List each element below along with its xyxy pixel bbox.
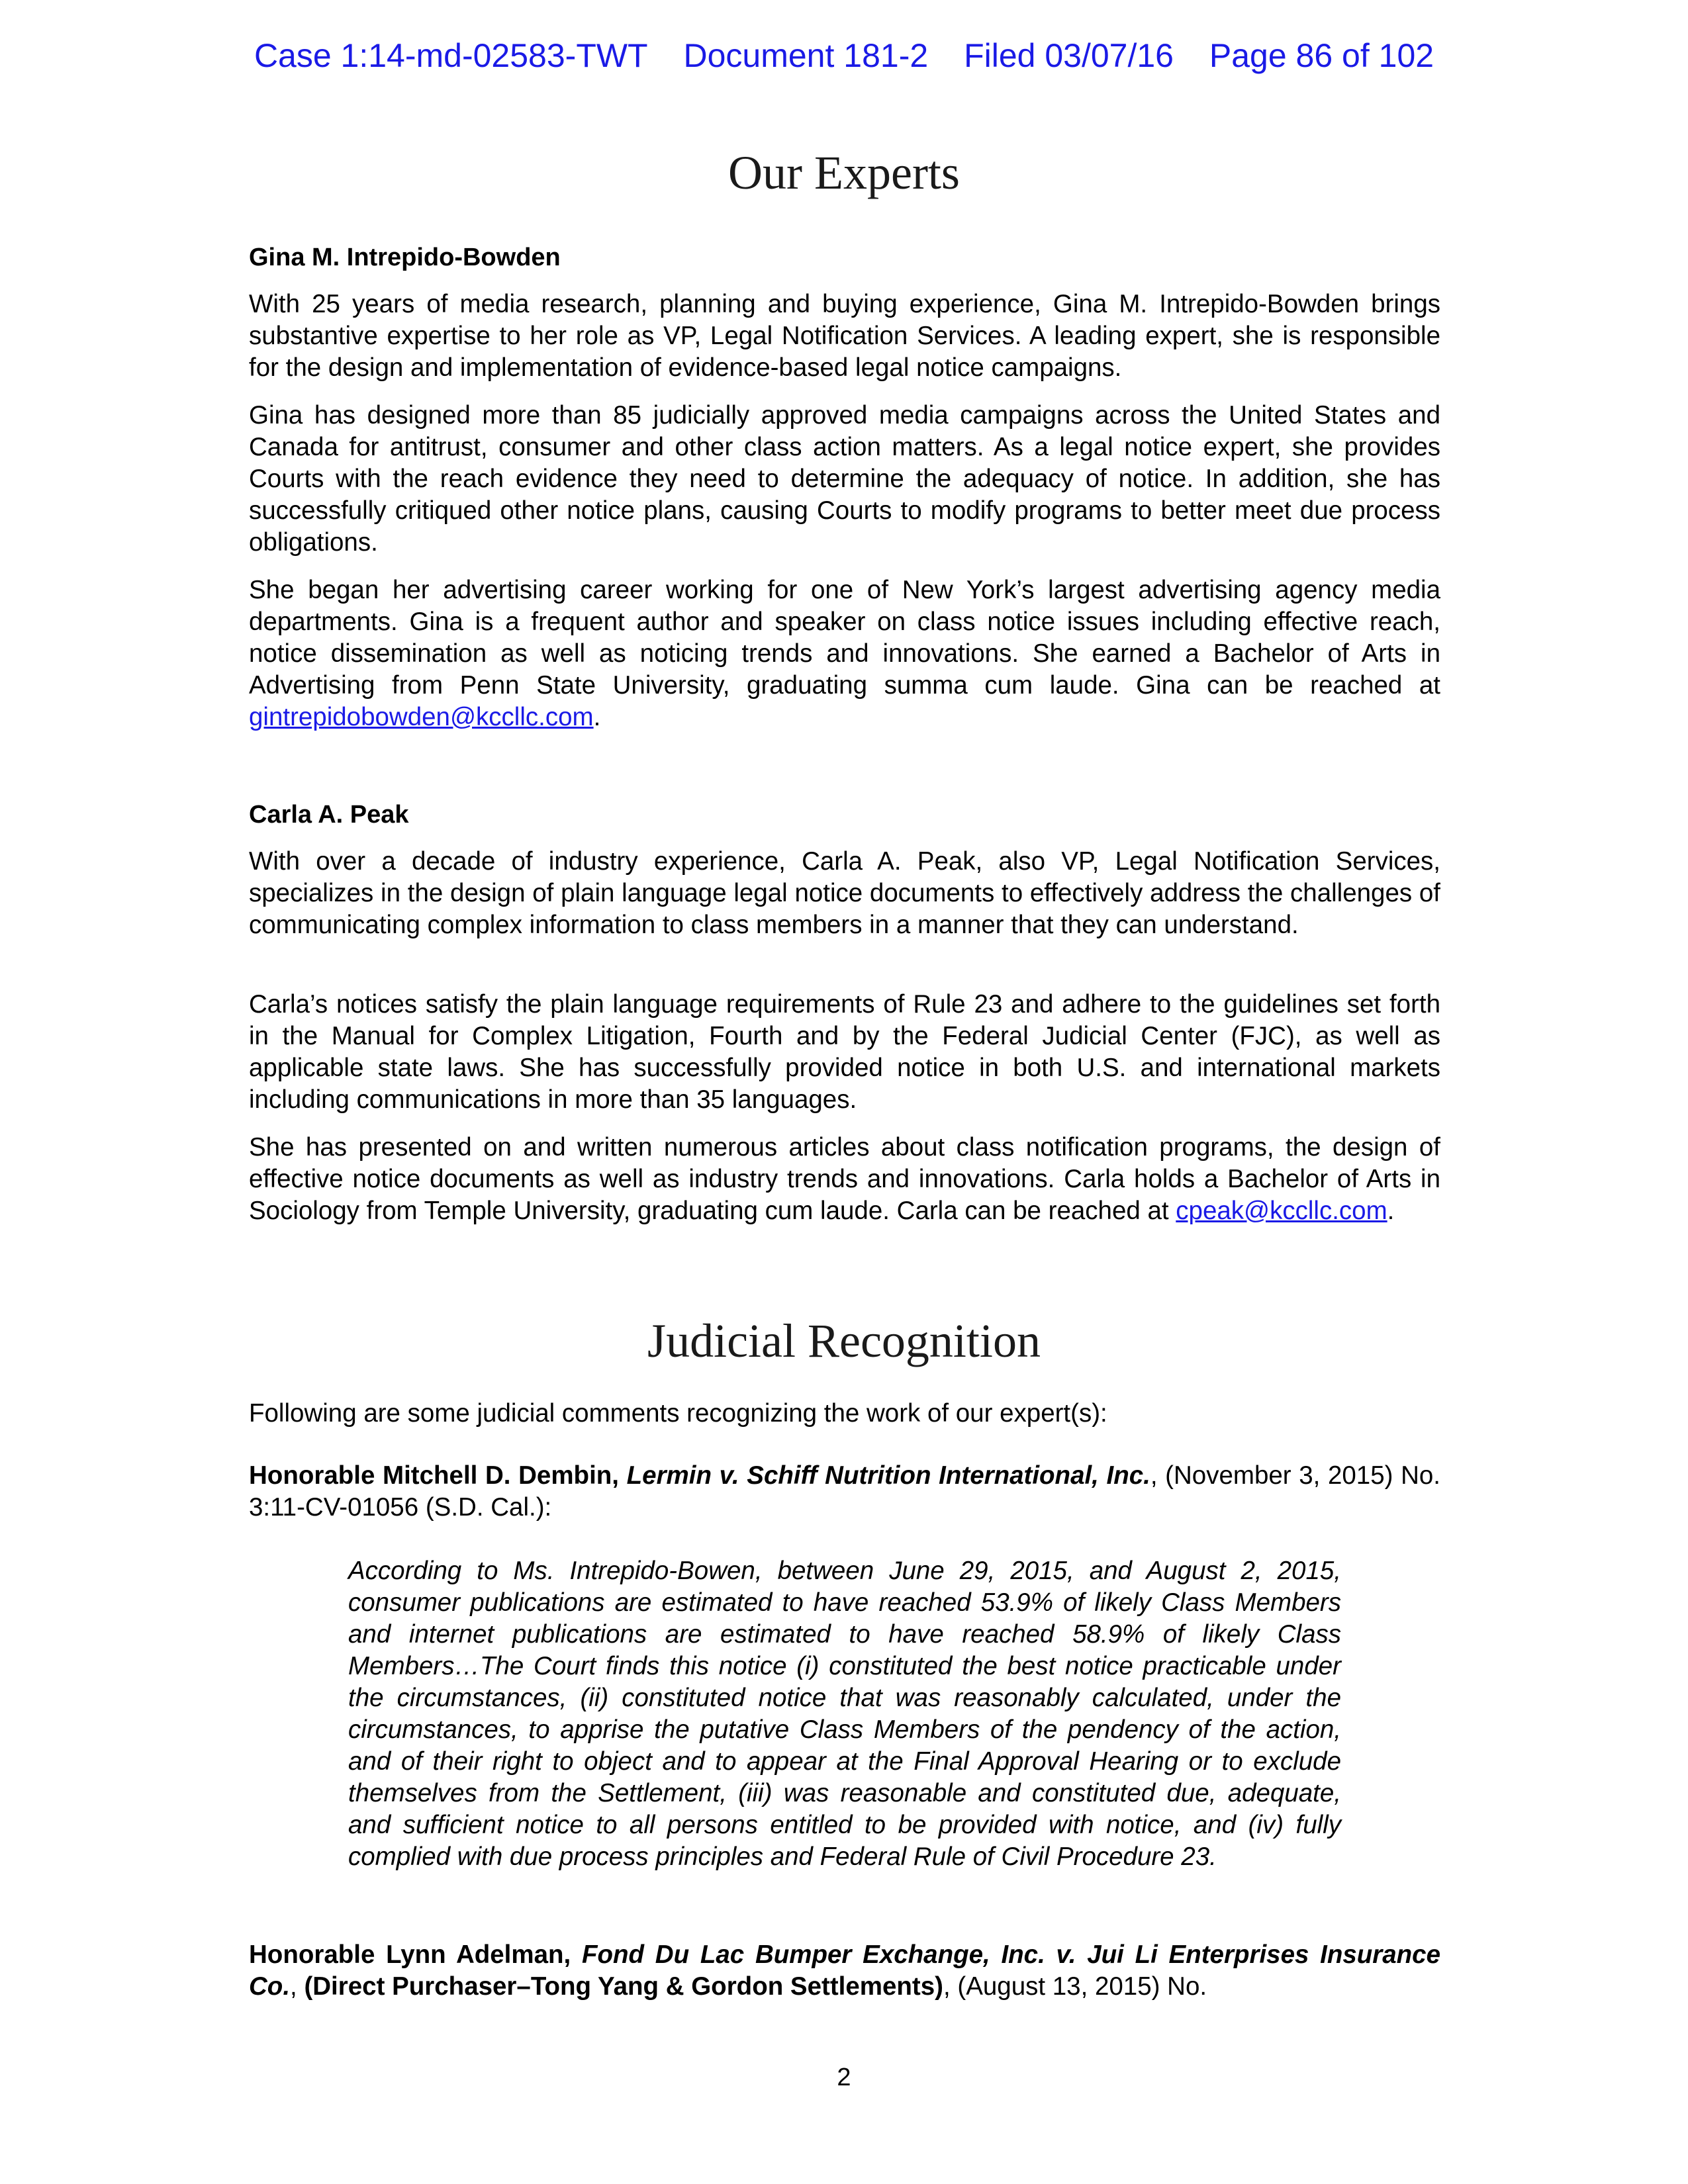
judicial-recognition-heading: Judicial Recognition <box>647 1314 1041 1367</box>
carla-email-link[interactable]: cpeak@kccllc.com <box>1176 1197 1387 1225</box>
recognition-intro: Following are some judicial comments recognizing the work of our expert(s): <box>249 1399 1107 1428</box>
case-2-citation <box>249 1939 1440 2003</box>
case-2-settlement: (Direct Purchaser–Tong Yang & Gordon Settlements) <box>304 1972 943 2001</box>
gina-paragraph-3-end: . <box>593 703 601 731</box>
case-1-name: Lermin v. Schiff Nutrition International, Inc. <box>626 1461 1150 1490</box>
expert-name-gina: Gina M. Intrepido-Bowden <box>249 244 561 271</box>
case-2-sep: , <box>290 1972 305 2001</box>
page-number: 2 <box>837 2064 851 2091</box>
document-number: Document 181-2 <box>683 37 929 74</box>
carla-paragraph-3 <box>249 1132 1440 1227</box>
expert-name-carla: Carla A. Peak <box>249 801 409 829</box>
case-1-citation <box>249 1460 1440 1524</box>
case-2-name: Fond Du Lac Bumper Exchange, Inc. v. Jui Li Enterprises Insurance Co. <box>249 1940 1441 2001</box>
case-header <box>0 36 1688 75</box>
case-1-quote: According to Ms. Intrepido-Bowen, between June 29, 2015, and August 2, 2015, consumer publications are estimated to have reached 53.9% of likely Class Members and internet publications are estimated to have reached 58.9% of likely Class Members…The Court finds this notice (i) constituted the best notice practicable under the circumstances, (ii) constituted notice that was reasonably calculated, under the circumstances, to apprise the putative Class Members of the pendency of the action, and of their right to object and to appear at the Final Approval Hearing or to exclude themselves from the Settlement, (iii) was reasonable and constituted due, adequate, and sufficient notice to all persons entitled to be provided with notice, and (iv) fully complied with due process principles and Federal Rule of Civil Procedure 23. <box>348 1557 1341 1871</box>
case-1-details: , (November 3, 2015) No. 3:11-CV-01056 (S.D. Cal.): <box>249 1461 1440 1522</box>
carla-paragraph-3-end: . <box>1387 1197 1395 1225</box>
page-indicator: Page 86 of 102 <box>1209 37 1434 74</box>
case-number: Case 1:14-md-02583-TWT <box>254 37 648 74</box>
filed-date: Filed 03/07/16 <box>964 37 1174 74</box>
gina-paragraph-3 <box>249 574 1440 733</box>
carla-paragraph-3-text: She has presented on and written numerous articles about class notification programs, the design of effective notice documents as well as industry trends and innovations. Carla holds a Bachelor of Arts in Sociology from Temple University, graduating cum laude. Carla can be reached at <box>249 1133 1440 1225</box>
case-2-judge: Honorable Lynn Adelman, <box>249 1940 571 1969</box>
gina-paragraph-1: With 25 years of media research, planning and buying experience, Gina M. Intrepido-Bowden brings substantive expertise to her role as VP, Legal Notification Services. A leading expert, she is responsible for the design and implementation of evidence-based legal notice campaigns. <box>249 290 1440 382</box>
carla-paragraph-2: Carla’s notices satisfy the plain language requirements of Rule 23 and adhere to the guidelines set forth in the Manual for Complex Litigation, Fourth and by the Federal Judicial Center (FJC), as well as applicable state laws. She has successfully provided notice in both U.S. and international markets including communications in more than 35 languages. <box>249 990 1440 1114</box>
gina-paragraph-2: Gina has designed more than 85 judicially approved media campaigns across the United States and Canada for antitrust, consumer and other class action matters. As a legal notice expert, she provides Courts with the reach evidence they need to determine the adequacy of notice. In addition, she has successfully critiqued other notice plans, causing Courts to modify programs to better meet due process obligations. <box>249 401 1440 557</box>
our-experts-heading: Our Experts <box>728 146 960 199</box>
case-2-details: , (August 13, 2015) No. <box>943 1972 1207 2001</box>
gina-paragraph-3-text: She began her advertising career working for one of New York’s largest advertising agency media departments. Gina is a frequent author and speaker on class notice issues including effective reach, notice dissemination as well as noticing trends and innovations. She earned a Bachelor of Arts in Advertising from Penn State University, graduating summa cum laude. Gina can be reached at <box>249 576 1440 700</box>
case-1-judge: Honorable Mitchell D. Dembin, <box>249 1461 619 1490</box>
carla-paragraph-1: With over a decade of industry experience, Carla A. Peak, also VP, Legal Notification Services, specializes in the design of plain language legal notice documents to effectively address the challenges of communicating complex information to class members in a manner that they can understand. <box>249 847 1440 939</box>
gina-email-link[interactable]: gintrepidobowden@kccllc.com <box>249 703 594 731</box>
